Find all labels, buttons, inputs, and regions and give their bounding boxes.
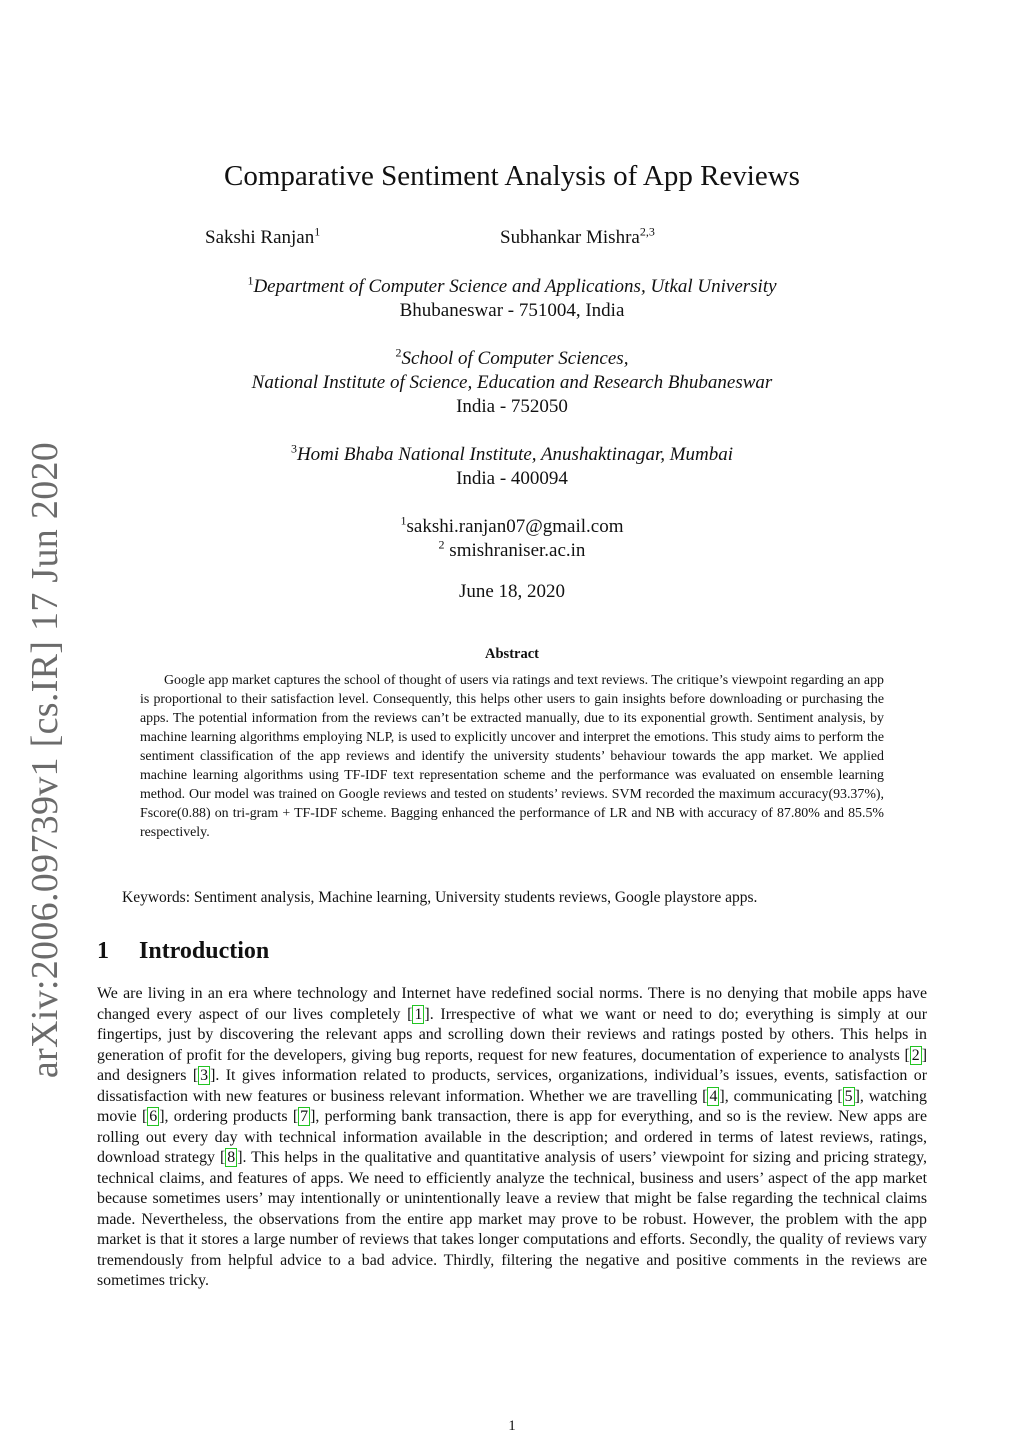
affiliation-3 — [0, 443, 1024, 491]
affiliation-superscript: 1 — [247, 273, 254, 288]
intro-text: . Irrespective of what we want or need to do; everything is simply at our fingertips, just by discovering the relevant apps and scrolling down their reviews and ratings posted by others. This helps in generation of profit for the developers, giving bug reports, request for new features, documentation of experience to analysts — [97, 1005, 927, 1064]
intro-text: , watching movie — [97, 1087, 927, 1125]
email-superscript: 2 — [438, 537, 445, 552]
intro-text: , ordering products — [164, 1108, 293, 1125]
author-superscript: 1 — [314, 224, 321, 239]
citation-link[interactable]: 2 — [911, 1046, 920, 1064]
keywords: Keywords: Sentiment analysis, Machine learning, University students reviews, Google playstore apps. — [122, 889, 758, 906]
section-heading — [97, 938, 269, 965]
email-block — [0, 515, 1024, 563]
citation-link[interactable]: 1 — [414, 1005, 423, 1023]
citation-link[interactable]: 7 — [300, 1108, 309, 1125]
paper-title: Comparative Sentiment Analysis of App Reviews — [224, 160, 800, 192]
affiliation-superscript: 3 — [290, 441, 297, 456]
page-number: 1 — [508, 1418, 516, 1434]
introduction-paragraph: We are living in an era where technology and Internet have redefined social norms. There is no denying that mobile apps have changed every aspect of our lives completely [ 1 ]. Irrespective of what we want or need to do; everything is simply at our fingertips, just by discovering the relevant apps and scrolling down their reviews and ratings posted by others. This helps in generation of profit for the developers, giving bug reports, request for new features, documentation of experience to analysts [ 2 ] and designers [ 3 ]. It gives information related to products, services, organizations, individual’s issues, events, satisfaction or dissatisfaction with new features or business relevant information. Whether we are travelling [ 4 ], communicating [ 5 ], watching movie [ 6 ], ordering products [ 7 ], performing bank transaction, there is app for everything, and so is the review. New apps are rolling out every day with technical information available in the description; and ordered in terms of latest reviews, ratings, download strategy [ 8 ]. This helps in the qualitative and quantitative analysis of users’ viewpoint for sizing and pricing strategy, technical claims, and features of apps. We need to efficiently analyze the technical, business and users’ aspect of the app market because sometimes users’ may intentionally or unintentionally leave a review that might be false regarding the technical claims made. Nevertheless, the observations from the entire app market may prove to be robust. However, the problem with the app market is that it stores a large number of reviews that takes longer computations and efforts. Secondly, the quality of reviews vary tremendously from helpful advice to a bad advice. Thirdly, filtering the negative and positive comments in the reviews are sometimes tricky. — [97, 985, 927, 1289]
paper-date: June 18, 2020 — [458, 581, 566, 602]
author-superscript: 2,3 — [639, 224, 655, 239]
author-1 — [205, 224, 321, 249]
affiliation-address: Bhubaneswar - 751004, India — [399, 300, 625, 321]
intro-text: and designers — [97, 1067, 193, 1084]
author-name: Sakshi Ranjan — [205, 227, 315, 248]
author-name: Subhankar Mishra — [500, 227, 640, 248]
intro-text: . This helps in the qualitative and quantitative analysis of users’ viewpoint for sizing and pricing strategy, technical claims, and features of apps. We need to efficiently analyze the technical, business and users’ aspect of the app market because sometimes users’ may intentionally or unintentionally leave a review that might be false regarding the technical claims made. Nevertheless, the observations from the entire app market may prove to be robust. However, the problem with the app market is that it stores a large number of reviews that takes longer computations and efforts. Secondly, the quality of reviews vary tremendously from helpful advice to a bad advice. Thirdly, filtering the negative and positive comments in the reviews are sometimes tricky. — [97, 1149, 927, 1289]
affiliation-name: Homi Bhaba National Institute, Anushaktinagar, Mumbai — [296, 444, 734, 465]
email-superscript: 1 — [400, 513, 407, 528]
author-2 — [500, 224, 655, 249]
citation-link[interactable]: 3 — [200, 1067, 209, 1084]
section-title: Introduction — [139, 938, 270, 964]
email-1 — [0, 515, 1024, 539]
citation-link[interactable]: 5 — [844, 1087, 853, 1105]
intro-text: , performing bank transaction, there is app for everything, and so is the review. New apps are rolling out every day with technical information available in the description; and ordered in terms of latest reviews, ratings, download strategy — [97, 1108, 927, 1166]
arxiv-identifier-stamp: arXiv:2006.09739v1 [cs.IR] 17 Jun 2020 — [24, 441, 66, 1079]
abstract-heading: Abstract — [485, 646, 539, 662]
citation-link[interactable]: 6 — [149, 1108, 158, 1125]
affiliation-address: India - 400094 — [456, 468, 568, 489]
email-address: smishraniser.ac.in — [449, 540, 586, 561]
intro-text: We are living in an era where technology and Internet have redefined social norms. There is no denying that mobile apps have changed every aspect of our lives completely — [97, 985, 927, 1023]
section-number: 1 — [97, 938, 109, 964]
abstract-body — [140, 671, 884, 842]
affiliation-superscript: 2 — [395, 345, 402, 360]
email-address: sakshi.ranjan07@gmail.com — [406, 516, 624, 537]
affiliation-1 — [0, 275, 1024, 323]
citation-link[interactable]: 8 — [227, 1149, 236, 1166]
citation-link[interactable]: 4 — [709, 1087, 718, 1105]
intro-text: . It gives information related to products, services, organizations, individual’s issues, events, satisfaction or dissatisfaction with new features or business relevant information. Whether we are travelling — [97, 1067, 927, 1105]
abstract-text: Google app market captures the school of thought of users via ratings and text reviews. The critique’s viewpoint regarding an app is proportional to their satisfaction level. Consequently, this helps other users to gain insights before downloading or purchasing the apps. The potential information from the reviews can’t be extracted manually, due to its exponential growth. Sentiment analysis, by machine learning algorithms employing NLP, is used to explicitly uncover and interpret the emotions. This study aims to perform the sentiment classification of the app reviews and identify the university students’ behaviour towards the app market. We applied machine learning algorithms using TF-IDF text representation scheme and the performance was evaluated on ensemble learning method. Our model was trained on Google reviews and tested on students’ reviews. SVM recorded the maximum accuracy(93.37%), Fscore(0.88) on tri-gram + TF-IDF scheme. Bagging enhanced the performance of LR and NB with accuracy of 87.80% and 85.5% respectively. — [140, 673, 884, 840]
affiliation-address: India - 752050 — [456, 396, 568, 417]
affiliation-name: School of Computer Sciences, — [401, 348, 629, 369]
intro-text: , communicating — [724, 1087, 838, 1105]
affiliation-name: Department of Computer Science and Applications, Utkal University — [253, 276, 777, 297]
affiliation-2 — [0, 347, 1024, 419]
affiliation-institute: National Institute of Science, Education and Research Bhubaneswar — [251, 372, 773, 393]
email-2 — [0, 539, 1024, 563]
